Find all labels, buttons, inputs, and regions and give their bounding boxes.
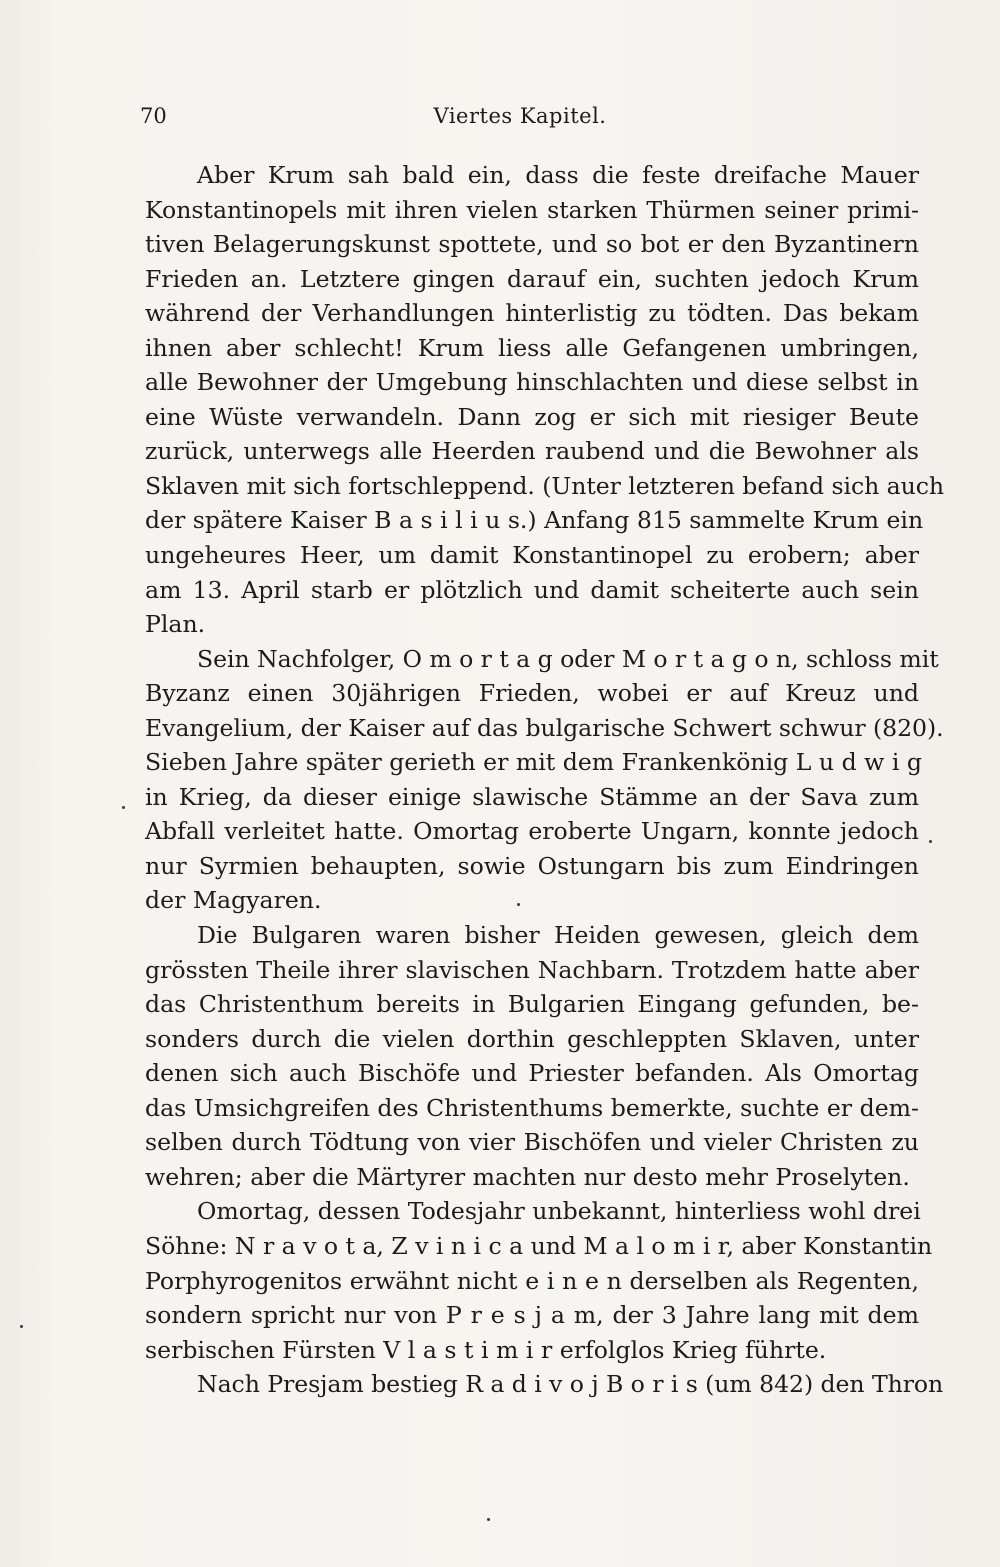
text-line: Omortag, dessen Todesjahr unbekannt, hinterliess wohl drei [197, 1197, 921, 1226]
text-line: am 13. April starb er plötzlich und damit scheiterte auch sein [145, 575, 919, 604]
text-line: wehren; aber die Märtyrer machten nur desto mehr Proselyten. [145, 1162, 910, 1191]
text-line: alle Bewohner der Umgebung hinschlachten und diese selbst in [145, 368, 919, 397]
page-number: 70 [140, 104, 167, 128]
ink-speck [122, 806, 125, 809]
ink-speck [20, 1325, 23, 1328]
text-line: Plan. [145, 610, 206, 639]
text-line: tiven Belagerungskunst spottete, und so bot er den Byzantinern [145, 230, 919, 259]
paragraph-4 [145, 1194, 933, 1367]
text-line: serbischen Fürsten V l a s t i m i r erfolglos Krieg führte. [145, 1335, 827, 1364]
paragraph-3 [145, 918, 919, 1194]
text-line: Frieden an. Letztere gingen darauf ein, suchten jedoch Krum [145, 264, 919, 293]
text-line: Söhne: N r a v o t a, Z v i n i c a und M a l o m i r, aber Konstantin [145, 1231, 933, 1260]
text-line: zurück, unterwegs alle Heerden raubend und die Bewohner als [145, 437, 919, 466]
text-line: das Christenthum bereits in Bulgarien Eingang gefunden, be- [145, 990, 919, 1019]
text-line: eine Wüste verwandeln. Dann zog er sich mit riesiger Beute [145, 402, 919, 431]
text-line: denen sich auch Bischöfe und Priester befanden. Als Omortag [145, 1059, 919, 1088]
text-line: Sieben Jahre später gerieth er mit dem Frankenkönig L u d w i g [145, 748, 922, 777]
ink-speck [487, 1518, 490, 1521]
text-line: ihnen aber schlecht! Krum liess alle Gefangenen umbringen, [145, 333, 919, 362]
text-line: in Krieg, da dieser einige slawische Stämme an der Sava zum [145, 782, 919, 811]
text-line: während der Verhandlungen hinterlistig zu tödten. Das bekam [145, 299, 919, 328]
text-line: Nach Presjam bestieg R a d i v o j B o r i s (um 842) den Thron [197, 1370, 944, 1399]
text-line: sonders durch die vielen dorthin geschleppten Sklaven, unter [145, 1024, 919, 1053]
text-line: Byzanz einen 30jährigen Frieden, wobei er auf Kreuz und [145, 679, 919, 708]
text-line: Abfall verleitet hatte. Omortag eroberte Ungarn, konnte jedoch [145, 817, 919, 846]
text-line: Aber Krum sah bald ein, dass die feste dreifache Mauer [197, 161, 919, 189]
text-line: sondern spricht nur von P r e s j a m, der 3 Jahre lang mit dem [145, 1301, 919, 1330]
text-line: der Magyaren. [145, 886, 322, 915]
text-line: nur Syrmien behaupten, sowie Ostungarn bis zum Eindringen [145, 851, 919, 880]
text-line: das Umsichgreifen des Christenthums bemerkte, suchte er dem- [145, 1093, 919, 1122]
text-line: Die Bulgaren waren bisher Heiden gewesen, gleich dem [197, 921, 919, 950]
text-line: selben durch Tödtung von vier Bischöfen und vieler Christen zu [145, 1128, 919, 1157]
body-text [145, 158, 945, 1402]
page-header [140, 104, 920, 138]
ink-speck [929, 840, 932, 843]
text-line: Konstantinopels mit ihren vielen starken Thürmen seiner primi- [145, 195, 919, 224]
text-line: Porphyrogenitos erwähnt nicht e i n e n derselben als Regenten, [145, 1266, 919, 1295]
text-line: grössten Theile ihrer slavischen Nachbarn. Trotzdem hatte aber [145, 955, 919, 984]
paragraph-2 [145, 642, 944, 918]
text-line: Sein Nachfolger, O m o r t a g oder M o r t a g o n, schloss mit [197, 644, 939, 673]
running-title: Viertes Kapitel. [433, 104, 607, 128]
text-line: Evangelium, der Kaiser auf das bulgarische Schwert schwur (820). [145, 713, 944, 742]
text-line: Sklaven mit sich fortschleppend. (Unter letzteren befand sich auch [145, 471, 945, 500]
text-line: der spätere Kaiser B a s i l i u s.) Anfang 815 sammelte Krum ein [145, 506, 924, 535]
text-line: ungeheures Heer, um damit Konstantinopel zu erobern; aber [145, 541, 919, 570]
ink-speck [517, 903, 520, 906]
paragraph-5 [145, 1367, 944, 1402]
paragraph-1 [145, 158, 945, 642]
